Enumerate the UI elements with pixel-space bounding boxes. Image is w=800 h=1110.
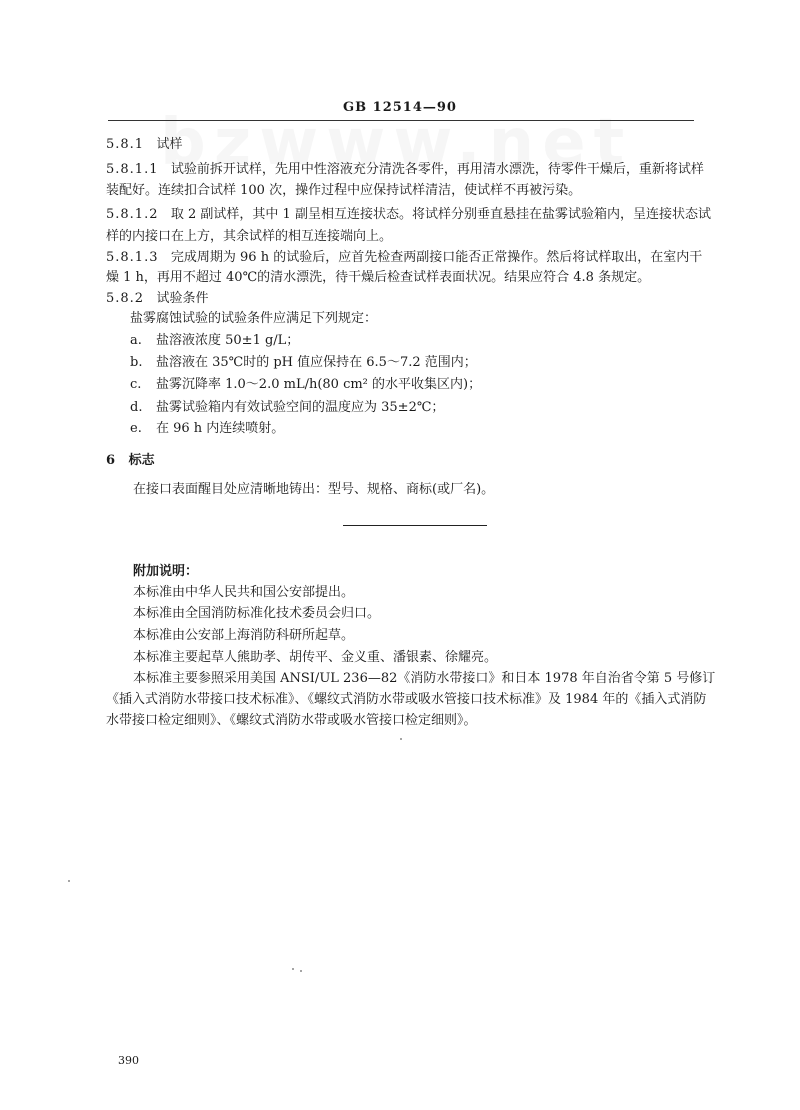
section-5-8-1-heading (106, 135, 696, 155)
appendix-line: 本标准主要起草人熊助孝、胡传平、金义重、潘银素、徐耀亮。 (133, 650, 498, 665)
appendix-line: 本标准主要参照采用美国 ANSI/UL 236—82《消防水带接口》和日本 1978 年自治省令第 5 号修订 (133, 671, 716, 686)
item-text: 在 96 h 内连续喷射。 (156, 421, 285, 436)
conditions-intro: 盐雾腐蚀试验的试验条件应满足下列规定： (130, 311, 378, 326)
appendix-line: 本标准由全国消防标准化技术委员会归口。 (133, 606, 381, 621)
section-6-heading (106, 451, 696, 471)
scan-speck (300, 970, 302, 972)
section-title: 标志 (128, 453, 155, 468)
header-rule (108, 120, 694, 121)
clause-5-8-1-2-line2: 样的内接口在上方，其余试样的相互连接端向上。 (106, 229, 393, 244)
clause-5-8-1-3-line1 (106, 248, 703, 268)
clause-number: 5.8.1.1 (106, 162, 159, 177)
item-letter: e. (130, 421, 142, 436)
appendix-line: 水带接口检定细则》、《螺纹式消防水带或吸水管接口检定细则》。 (106, 713, 477, 728)
condition-item (130, 353, 720, 373)
scan-speck (292, 968, 294, 970)
clause-text: 完成周期为 96 h 的试验后，应首先检查两副接口能否正常操作。然后将试样取出，在室内干 (170, 250, 703, 265)
clause-number: 5.8.1.3 (106, 250, 159, 265)
clause-5-8-1-3-line2: 燥 1 h，再用不超过 40℃的清水漂洗，待干燥后检查试样表面状况。结果应符合 4.8 条规定。 (106, 270, 651, 285)
section-number: 5.8.1 (106, 137, 145, 152)
divider-rule (343, 525, 487, 526)
scan-speck (400, 738, 402, 740)
clause-number: 5.8.1.2 (106, 207, 159, 222)
item-letter: a. (130, 333, 142, 348)
item-text: 盐雾沉降率 1.0～2.0 mL/h(80 cm² 的水平收集区内)； (156, 377, 482, 392)
section-5-8-2-heading (106, 289, 696, 309)
item-letter: c. (130, 377, 142, 392)
section-title: 试样 (156, 137, 183, 152)
scan-speck (68, 880, 70, 882)
condition-item (130, 419, 720, 439)
section-6-text: 在接口表面醒目处应清晰地铸出：型号、规格、商标(或厂名)。 (133, 482, 495, 497)
item-text: 盐溶液在 35℃时的 pH 值应保持在 6.5～7.2 范围内； (156, 355, 477, 370)
appendix-line: 《插入式消防水带接口技术标准》、《螺纹式消防水带或吸水管接口技术标准》及 1984 年的《插入式消防 (106, 692, 707, 707)
item-text: 盐溶液浓度 50±1 g/L； (156, 333, 300, 348)
appendix-line: 本标准由公安部上海消防科研所起草。 (133, 628, 355, 643)
clause-text: 取 2 副试样，其中 1 副呈相互连接状态。将试样分别垂直悬挂在盐雾试验箱内，呈连接状态试 (170, 207, 711, 222)
page-number: 390 (118, 1054, 139, 1067)
clause-5-8-1-1-line2: 装配好。连续扣合试样 100 次，操作过程中应保持试样清洁，使试样不再被污染。 (106, 183, 582, 198)
condition-item (130, 375, 720, 395)
page-header: GB 12514—90 (343, 100, 457, 115)
section-title: 试验条件 (156, 291, 209, 306)
item-letter: b. (130, 355, 143, 370)
section-number: 5.8.2 (106, 291, 145, 306)
condition-item (130, 331, 720, 351)
appendix-title: 附加说明： (133, 564, 199, 579)
appendix-line: 本标准由中华人民共和国公安部提出。 (133, 585, 355, 600)
clause-5-8-1-1-line1 (106, 160, 704, 180)
clause-text: 试验前拆开试样，先用中性溶液充分清洗各零件，再用清水漂洗，待零件干燥后，重新将试样 (170, 162, 704, 177)
clause-5-8-1-2-line1 (106, 205, 711, 225)
item-letter: d. (130, 400, 143, 415)
condition-item (130, 398, 720, 418)
section-number: 6 (106, 453, 116, 468)
item-text: 盐雾试验箱内有效试验空间的温度应为 35±2℃； (156, 400, 445, 415)
